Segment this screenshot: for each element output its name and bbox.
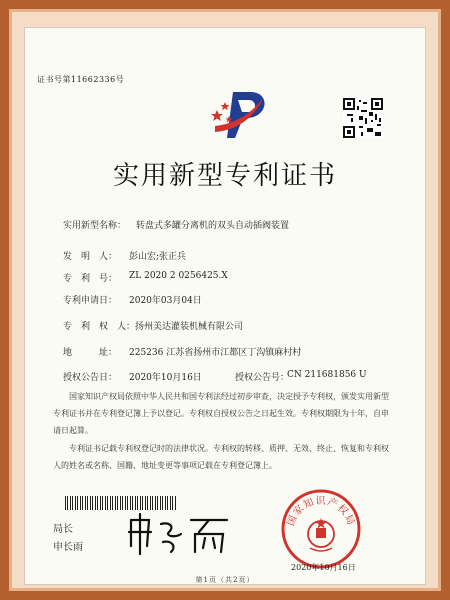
field-value-owner: 扬州美达灌装机械有限公司 — [135, 322, 244, 332]
page-note: 第1页（共2页） — [195, 576, 255, 584]
field-value-notice-no: CN 211681856 U — [287, 370, 367, 380]
field-label-inventor: 发 明 人： — [63, 252, 118, 262]
field-value-grant-date: 2020年10月16日 — [129, 373, 202, 383]
paragraph-legal-status: 专利证书记载专利权登记时的法律状况。专利权的转移、质押、无效、终止、恢复和专利权人的姓名或名称、国籍、地址变更等事项记载在专利登记簿上。 — [53, 444, 389, 470]
paragraph-grant: 国家知识产权局依照中华人民共和国专利法经过初步审查，决定授予专利权，颁发实用新型专利证书并在专利登记簿上予以登记。专利权自授权公告之日起生效。专利权期限为十年，自申请日起算。 — [53, 392, 389, 435]
director-name: 申长雨 — [53, 542, 83, 553]
signature-icon — [125, 512, 235, 557]
field-label-grant-date: 授权公告日： — [63, 373, 118, 383]
field-value-inventor: 彭山宏;张正兵 — [129, 252, 187, 262]
frame-inner — [9, 9, 441, 591]
certificate-paper — [25, 28, 425, 584]
field-label-address: 地 址： — [63, 348, 118, 358]
field-label-filing-date: 专利申请日： — [63, 296, 118, 306]
director-title: 局长 — [53, 524, 73, 535]
qr-code-icon — [343, 98, 383, 138]
field-label-notice-no: 授权公告号： — [235, 373, 290, 383]
field-label-owner: 专 利 权 人： — [63, 322, 136, 332]
field-value-patent-no: ZL 2020 2 0256425.X — [129, 271, 228, 281]
seal-text: 国家知识产权局 — [285, 496, 357, 528]
field-label-patent-no: 专 利 号： — [63, 274, 118, 284]
field-label-name: 实用新型名称： — [63, 221, 127, 231]
official-seal-icon — [280, 488, 362, 570]
field-value-address: 225236 江苏省扬州市江都区丁沟镇麻村村 — [129, 348, 302, 358]
cnipa-logo-icon — [205, 86, 275, 141]
field-value-name: 转盘式多罐分离机的双头自动插阀装置 — [136, 221, 290, 231]
certificate-number: 证书号第11662336号 — [37, 75, 125, 84]
certificate-title: 实用新型专利证书 — [112, 161, 337, 191]
seal-date: 2020年10月16日 — [291, 563, 356, 572]
barcode-icon — [65, 496, 177, 510]
field-value-filing-date: 2020年03月04日 — [129, 296, 202, 306]
